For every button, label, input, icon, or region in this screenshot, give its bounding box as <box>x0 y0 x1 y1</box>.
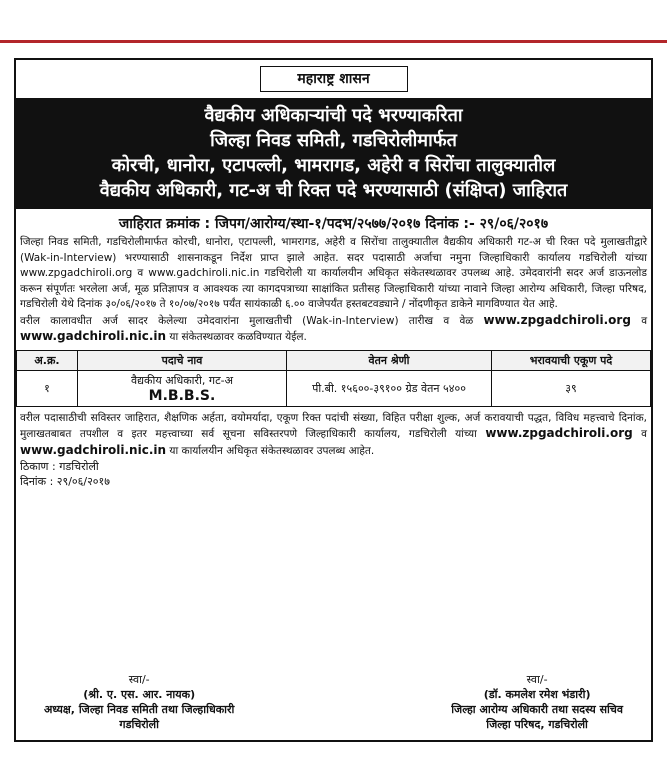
table-header-row <box>17 350 651 370</box>
para1-link-zp[interactable]: www.zpgadchiroli.org <box>20 267 133 279</box>
signature-block <box>16 672 651 732</box>
th-pay: वेतन श्रेणी <box>287 350 492 370</box>
place-line: ठिकाण : गडचिरोली <box>20 460 99 473</box>
sig-right-sva: स्वा/- <box>526 673 548 686</box>
cell-post-name: वैद्यकीय अधिकारी, गट-अ <box>131 373 233 387</box>
government-header: महाराष्ट्र शासन <box>260 66 408 92</box>
paragraph-2 <box>16 313 651 346</box>
para2-text-b: व <box>641 314 648 327</box>
banner-line-3: कोरची, धानोरा, एटापल्ली, भामरागड, अहेरी व सिरोंचा तालुक्यातील <box>111 155 556 176</box>
sig-right-title: जिल्हा आरोग्य अधिकारी तथा सदस्य सचिव <box>451 703 623 716</box>
banner-line-4: वैद्यकीय अधिकारी, गट-अ ची रिक्त पदे भरण्यासाठी (संक्षिप्त) जाहिरात <box>99 180 568 201</box>
sig-right-name: (डॉ. कमलेश रमेश भंडारी) <box>483 688 591 701</box>
para2-text-c: या संकेतस्थळावर कळविण्यात येईल. <box>169 331 307 343</box>
top-rule <box>0 40 667 43</box>
sig-right-office: जिल्हा परिषद, गडचिरोली <box>486 718 588 731</box>
cell-pay: पी.बी. १५६००-३९१०० ग्रेड वेतन ५४०० <box>287 370 492 406</box>
cell-count: ३९ <box>492 370 651 406</box>
table-row <box>17 370 651 406</box>
cell-sr: १ <box>17 370 78 406</box>
para3-link-zp[interactable]: www.zpgadchiroli.org <box>485 426 633 440</box>
sig-left-name: (श्री. ए. एस. आर. नायक) <box>83 688 196 701</box>
sig-left-sva: स्वा/- <box>128 673 150 686</box>
para2-link-nic[interactable]: www.gadchiroli.nic.in <box>20 329 167 343</box>
para1-text-b: व <box>137 267 144 279</box>
th-count: भरावयाची एकूण पदे <box>492 350 651 370</box>
para3-text-c: या कार्यालयीन अधिकृत संकेतस्थळावर उपलब्ध आहेत. <box>169 444 375 457</box>
title-banner <box>16 98 651 209</box>
para1-text-a: जिल्हा निवड समिती, गडचिरोलीमार्फत कोरची, धानोरा, एटापल्ली, भामरागड, अहेरी व सिरोंचा तालुक्यातील वैद्यकीय अधिकारी गट-अ ची रिक्त पदे मुलाखतीद्वारे (Wak-in-Interview) भरण्यासाठी शासनाकडून निर्देश प्राप्त झाले आहेत. सदर पदासाठी अर्जाचा नमुना जिल्हाधिकारी कार्यालय गडचिरोली यांच्या <box>20 236 647 264</box>
para3-text-a: वरील पदासाठीची सविस्तर जाहिरात, शैक्षणिक अर्हता, वयोमर्यादा, एकूण रिक्त पदांची संख्या, विहित परीक्षा शुल्क, अर्ज करावयाची पद्धत, विविध महत्त्वाचे दिनांक, मुलाखतबाबत तपशील व इतर महत्त्वाच्या सर्व सूचना सविस्तरपणे जिल्हाधिकारी कार्यालय, गडचिरोली यांच्या <box>20 411 647 440</box>
para3-text-b: व <box>641 428 648 440</box>
para3-link-nic[interactable]: www.gadchiroli.nic.in <box>20 442 167 457</box>
para1-link-nic[interactable]: www.gadchiroli.nic.in <box>148 267 260 279</box>
paragraph-3 <box>16 411 651 460</box>
para2-link-zp[interactable]: www.zpgadchiroli.org <box>483 312 631 327</box>
advertisement-number: जाहिरात क्रमांक : जिपग/आरोग्य/स्था-१/पदभ/२५७७/२०१७ दिनांक :- २९/०६/२०१७ <box>118 216 549 232</box>
advertisement-frame <box>14 58 653 742</box>
sig-left-title: अध्यक्ष, जिल्हा निवड समिती तथा जिल्हाधिकारी <box>44 703 235 716</box>
posts-table <box>16 350 651 407</box>
banner-line-2: जिल्हा निवड समिती, गडचिरोलीमार्फत <box>210 130 457 151</box>
cell-qualification: M.B.B.S. <box>148 387 216 404</box>
signature-left <box>44 672 234 732</box>
paragraph-1 <box>16 235 651 313</box>
para2-text-a: वरील कालावधीत अर्ज सादर केलेल्या उमेदवारांना मुलाखतीची (Wak-in-Interview) तारीख व वेळ <box>20 314 474 327</box>
th-sr: अ.क्र. <box>17 350 78 370</box>
cell-post <box>78 370 287 406</box>
sig-left-office: गडचिरोली <box>119 718 159 731</box>
banner-line-1: वैद्यकीय अधिकाऱ्यांची पदे भरण्याकरिता <box>204 105 463 126</box>
th-post: पदाचे नाव <box>78 350 287 370</box>
signature-right <box>451 672 623 732</box>
date-line: दिनांक : २९/०६/२०१७ <box>20 475 110 488</box>
para1-text-c: गडचिरोली या कार्यालयीन अधिकृत संकेतस्थळावर उपलब्ध आहे. उमेदवारांनी सदर अर्ज डाऊनलोड करून संपूर्णतः भरलेला अर्ज, मूळ प्रतिज्ञापत्र व आवश्यक त्या कागदपत्राच्या साक्षांकित प्रतीसह जिल्हाधिकारी यांच्या नावाने जिल्हा आरोग्य अधिकारी, जिल्हा परिषद, गडचिरोली येथे दिनांक ३०/०६/२०१७ ते १०/०७/२०१७ पर्यंत सायंकाळी ६.०० वाजेपर्यंत हस्तबटवड्याने / नोंदणीकृत डाकेने मागविण्यात येत आहे. <box>20 267 647 310</box>
